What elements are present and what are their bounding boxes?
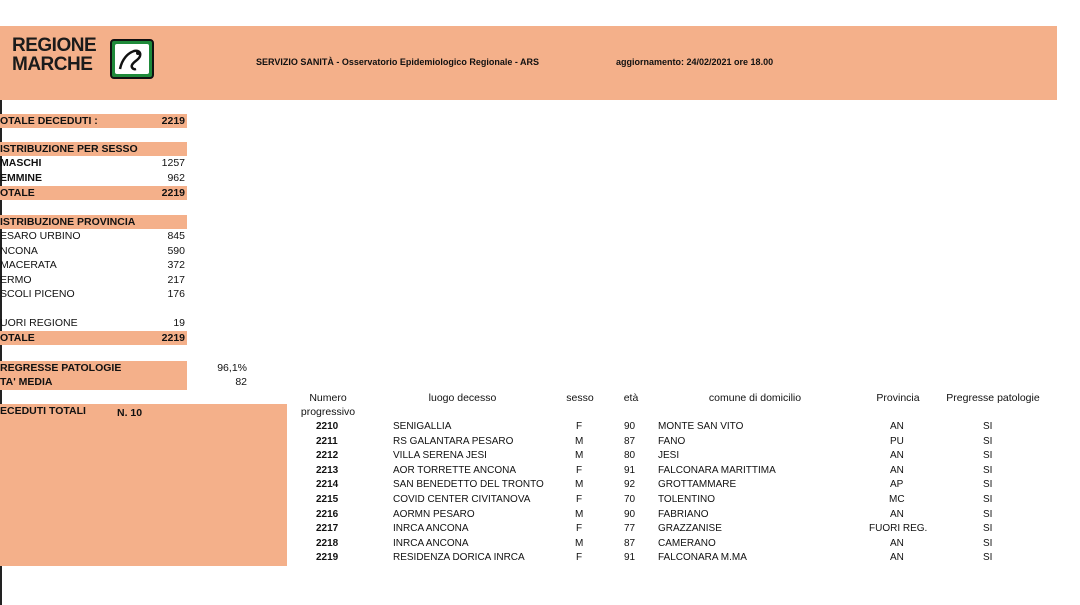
regione-marche-logo: [12, 36, 162, 84]
cell-eta: 91: [624, 464, 636, 476]
cell-eta: 92: [624, 479, 636, 491]
cell-luogo: AOR TORRETTE ANCONA: [393, 464, 516, 476]
cell-sesso: F: [576, 421, 583, 432]
province-label: NCONA: [0, 245, 38, 257]
cell-comune: JESI: [658, 450, 680, 462]
province-value: 217: [167, 274, 185, 286]
province-value: 590: [167, 245, 185, 257]
cell-comune: GROTTAMMARE: [658, 479, 737, 491]
province-label: ESARO URBINO: [0, 230, 81, 242]
cell-eta: 90: [624, 508, 636, 520]
header-update: aggiornamento: 24/02/2021 ore 18.00: [616, 57, 774, 67]
cell-patologie: SI: [983, 494, 993, 505]
cell-patologie: SI: [983, 450, 993, 462]
cell-sesso: M: [575, 537, 584, 549]
cell-comune: TOLENTINO: [658, 494, 716, 505]
cell-eta: 87: [624, 537, 636, 549]
cell-numero: 2210: [316, 421, 339, 432]
cell-sesso: M: [575, 508, 584, 520]
cell-provincia: AN: [890, 421, 904, 432]
cell-luogo: AORMN PESARO: [393, 508, 475, 520]
header-title: SERVIZIO SANITÀ - Osservatorio Epidemiologico Regionale - ARS: [256, 57, 540, 67]
sesso-title: ISTRIBUZIONE PER SESSO: [0, 143, 138, 155]
cell-sesso: F: [576, 464, 583, 476]
eta-media-label: TA' MEDIA: [0, 376, 53, 388]
cell-numero: 2219: [316, 552, 339, 564]
maschi-value: 1257: [161, 157, 185, 169]
cell-sesso: M: [575, 450, 584, 462]
cell-luogo: SAN BENEDETTO DEL TRONTO: [393, 479, 544, 491]
cell-provincia: AP: [890, 479, 904, 491]
cell-comune: FABRIANO: [658, 508, 709, 520]
cell-patologie: SI: [983, 523, 993, 535]
cell-comune: CAMERANO: [658, 537, 716, 549]
cell-comune: FALCONARA M.MA: [658, 552, 747, 564]
prov-totale-value: 2219: [161, 332, 185, 344]
deceduti-totali-label: ECEDUTI TOTALI: [0, 405, 86, 417]
cell-patologie: SI: [983, 479, 993, 491]
cell-luogo: SENIGALLIA: [393, 421, 452, 432]
cell-numero: 2214: [316, 479, 339, 491]
cell-luogo: RS GALANTARA PESARO: [393, 435, 514, 447]
cell-eta: 70: [624, 494, 636, 505]
femmine-label: EMMINE: [0, 172, 42, 184]
prov-totale-label: OTALE: [0, 332, 35, 344]
cell-comune: GRAZZANISE: [658, 523, 722, 535]
patologie-value: 96,1%: [217, 362, 247, 374]
cell-numero: 2216: [316, 508, 339, 520]
cell-provincia: MC: [889, 494, 905, 505]
cell-numero: 2213: [316, 464, 339, 476]
cell-luogo: COVID CENTER CIVITANOVA: [393, 494, 531, 505]
cell-provincia: AN: [890, 552, 904, 564]
totale-deceduti-label: OTALE DECEDUTI :: [0, 115, 98, 127]
cell-numero: 2211: [316, 435, 338, 447]
sesso-totale-value: 2219: [161, 187, 185, 199]
deaths-table: [0, 421, 1080, 571]
cell-sesso: M: [575, 479, 584, 491]
province-value: 845: [167, 230, 185, 242]
cell-eta: 90: [624, 421, 636, 432]
province-label: ERMO: [0, 274, 32, 286]
patologie-label: REGRESSE PATOLOGIE: [0, 362, 122, 374]
femmine-value: 962: [167, 172, 185, 184]
cell-sesso: F: [576, 523, 583, 535]
cell-provincia: PU: [890, 435, 904, 447]
maschi-label: MASCHI: [0, 157, 42, 169]
province-value: 372: [167, 259, 185, 271]
cell-numero: 2218: [316, 537, 339, 549]
cell-provincia: AN: [890, 450, 904, 462]
cell-patologie: SI: [983, 464, 993, 476]
regione-marche-emblem-icon: [110, 39, 154, 79]
logo-text: REGIONE MARCHE: [12, 35, 97, 75]
cell-luogo: VILLA SERENA JESI: [393, 450, 487, 462]
province-label: MACERATA: [0, 259, 57, 271]
cell-patologie: SI: [983, 508, 993, 520]
header-eta: età: [623, 392, 639, 404]
cell-comune: FALCONARA MARITTIMA: [658, 464, 776, 476]
cell-patologie: SI: [983, 421, 993, 432]
cell-numero: 2215: [316, 494, 339, 505]
sesso-totale-label: OTALE: [0, 187, 35, 199]
totale-deceduti-value: 2219: [161, 115, 185, 127]
cell-patologie: SI: [983, 537, 993, 549]
cell-sesso: F: [576, 552, 583, 564]
cell-eta: 91: [624, 552, 636, 564]
fuori-regione-label: UORI REGIONE: [0, 317, 78, 329]
cell-provincia: AN: [890, 508, 904, 520]
cell-luogo: INRCA ANCONA: [393, 537, 469, 549]
cell-comune: MONTE SAN VITO: [658, 421, 744, 432]
cell-luogo: RESIDENZA DORICA INRCA: [393, 552, 525, 564]
eta-media-value: 82: [235, 376, 247, 388]
fuori-regione-value: 19: [173, 317, 185, 329]
header-sesso: sesso: [566, 392, 594, 404]
province-label: SCOLI PICENO: [0, 288, 75, 300]
header-luogo: luogo decesso: [428, 392, 497, 404]
cell-eta: 87: [624, 435, 636, 447]
cell-provincia: FUORI REG.: [869, 523, 928, 535]
cell-luogo: INRCA ANCONA: [393, 523, 469, 535]
header-provincia: Provincia: [876, 392, 920, 404]
provincia-title: ISTRIBUZIONE PROVINCIA: [0, 216, 136, 228]
cell-provincia: AN: [890, 537, 904, 549]
cell-provincia: AN: [890, 464, 904, 476]
cell-sesso: M: [575, 435, 584, 447]
cell-numero: 2212: [316, 450, 339, 462]
cell-sesso: F: [576, 494, 583, 505]
header-patologie: Pregresse patologie: [946, 392, 1040, 404]
cell-eta: 80: [624, 450, 636, 462]
header-comune: comune di domicilio: [708, 392, 802, 404]
header-numero: Numero progressivo: [300, 392, 356, 418]
cell-patologie: SI: [983, 435, 993, 447]
cell-numero: 2217: [316, 523, 339, 535]
cell-patologie: SI: [983, 552, 993, 564]
deceduti-totali-value: N. 10: [117, 407, 143, 419]
province-value: 176: [167, 288, 185, 300]
cell-eta: 77: [624, 523, 636, 535]
cell-comune: FANO: [658, 435, 686, 447]
